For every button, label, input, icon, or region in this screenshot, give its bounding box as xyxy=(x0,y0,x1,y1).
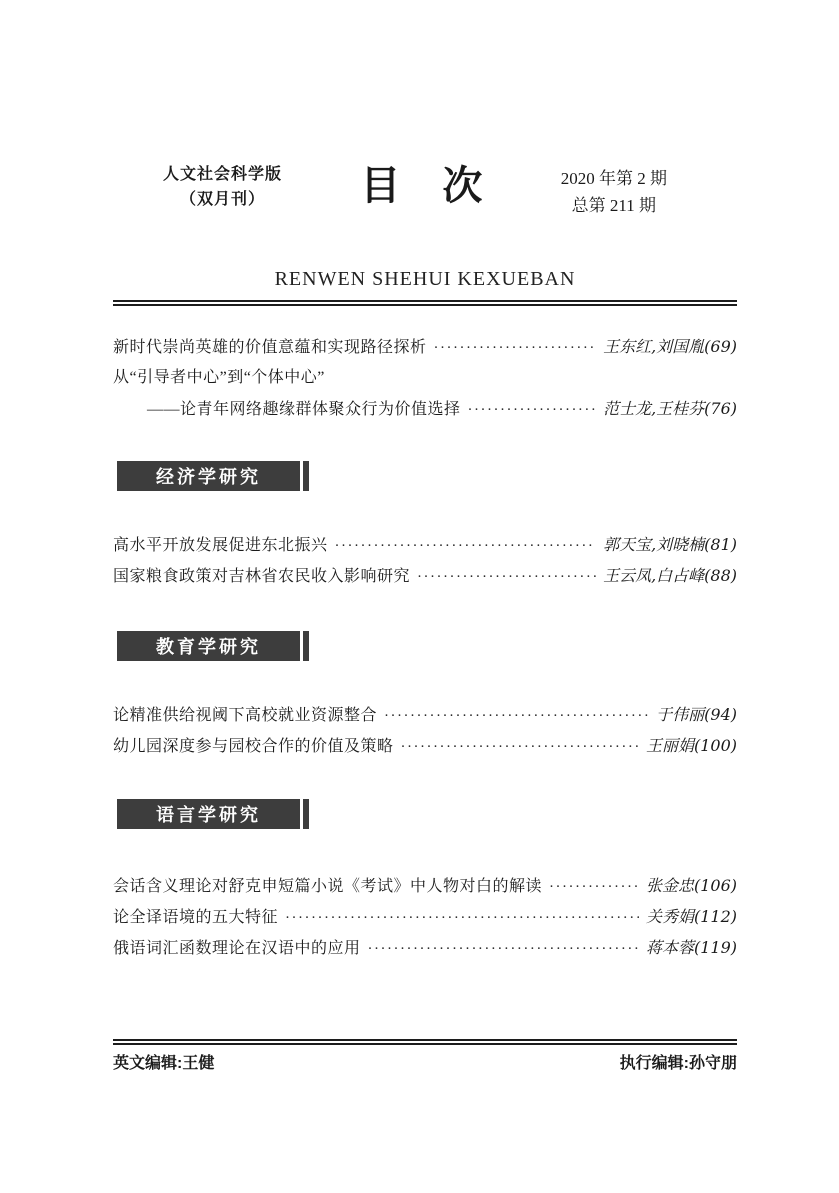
toc-entry xyxy=(113,699,737,730)
dot-leader xyxy=(368,933,639,965)
toc-entry xyxy=(113,901,737,932)
english-editor-label: 英文编辑:王健 xyxy=(113,1055,215,1072)
banner-tail-bar xyxy=(303,631,309,661)
dot-leader xyxy=(335,530,597,562)
toc-entry xyxy=(113,362,737,393)
executive-editor-label: 执行编辑:孙守朋 xyxy=(619,1055,737,1072)
section-title: 经济学研究 xyxy=(156,467,261,487)
top-divider xyxy=(113,300,737,306)
entry-authors: 范士龙,王桂芬(76) xyxy=(603,399,737,418)
entry-title: 国家粮食政策对吉林省农民收入影响研究 xyxy=(113,568,411,585)
banner-tail-bar xyxy=(303,461,309,491)
dot-leader xyxy=(468,394,597,426)
dot-leader xyxy=(417,561,596,593)
entry-authors: 王丽娟(100) xyxy=(645,736,737,755)
entry-title: 幼儿园深度参与园校合作的价值及策略 xyxy=(113,738,394,755)
entry-title: 新时代崇尚英雄的价值意蕴和实现路径探析 xyxy=(113,339,427,356)
toc-entry xyxy=(113,529,737,560)
toc-section-linguistics xyxy=(113,870,737,963)
bottom-divider xyxy=(113,1039,737,1045)
entry-title: ——论青年网络趣缘群体聚众行为价值选择 xyxy=(147,401,461,418)
toc-entry xyxy=(113,932,737,963)
toc-front-section xyxy=(113,331,737,424)
banner-box xyxy=(117,631,300,661)
entry-authors: 张金忠(106) xyxy=(645,876,737,895)
page-header xyxy=(163,162,667,219)
entry-title: 论精准供给视阈下高校就业资源整合 xyxy=(113,707,378,724)
volume-label: 总第 211 期 xyxy=(571,196,657,215)
entry-authors: 于伟丽(94) xyxy=(656,705,737,724)
section-banner-education xyxy=(117,631,309,661)
edition-block xyxy=(163,162,282,212)
banner-box xyxy=(117,799,300,829)
dot-leader xyxy=(434,332,597,364)
dot-leader xyxy=(285,902,639,934)
section-title: 语言学研究 xyxy=(156,805,261,825)
entry-authors: 关秀娟(112) xyxy=(645,907,737,926)
toc-entry-subtitle xyxy=(113,393,737,424)
toc-entry xyxy=(113,730,737,761)
section-banner-linguistics xyxy=(117,799,309,829)
entry-title: 高水平开放发展促进东北振兴 xyxy=(113,537,328,554)
pinyin-title: RENWEN SHEHUI KEXUEBAN xyxy=(274,268,576,290)
dot-leader xyxy=(384,700,649,732)
entry-authors: 王东红,刘国胤(69) xyxy=(603,337,737,356)
banner-box xyxy=(117,461,300,491)
dot-leader xyxy=(549,871,639,903)
toc-entry xyxy=(113,870,737,901)
journal-toc-page xyxy=(113,0,737,1193)
section-title: 教育学研究 xyxy=(156,637,261,657)
toc-entry xyxy=(113,331,737,362)
entry-title: 俄语词汇函数理论在汉语中的应用 xyxy=(113,940,361,957)
toc-title-char: 目 xyxy=(360,164,401,208)
entry-title: 从“引导者中心”到“个体中心” xyxy=(113,369,325,386)
toc-title-char: 次 xyxy=(442,164,483,208)
issue-block xyxy=(561,165,667,219)
entry-authors: 郭天宝,刘晓楠(81) xyxy=(603,535,737,554)
entry-title: 会话含义理论对舒克申短篇小说《考试》中人物对白的解读 xyxy=(113,878,543,895)
toc-section-education xyxy=(113,699,737,761)
dot-leader xyxy=(401,731,639,763)
banner-tail-bar xyxy=(303,799,309,829)
entry-title: 论全译语境的五大特征 xyxy=(113,909,279,926)
toc-section-economics xyxy=(113,529,737,591)
frequency-label: （双月刊） xyxy=(180,191,266,208)
issue-label: 2020 年第 2 期 xyxy=(560,169,667,188)
section-banner-economics xyxy=(117,461,309,491)
entry-authors: 王云凤,白占峰(88) xyxy=(603,566,737,585)
toc-entry xyxy=(113,560,737,591)
toc-title xyxy=(360,164,482,208)
edition-label: 人文社会科学版 xyxy=(163,166,283,183)
entry-authors: 蒋本蓉(119) xyxy=(645,938,737,957)
page-footer xyxy=(113,1052,737,1076)
